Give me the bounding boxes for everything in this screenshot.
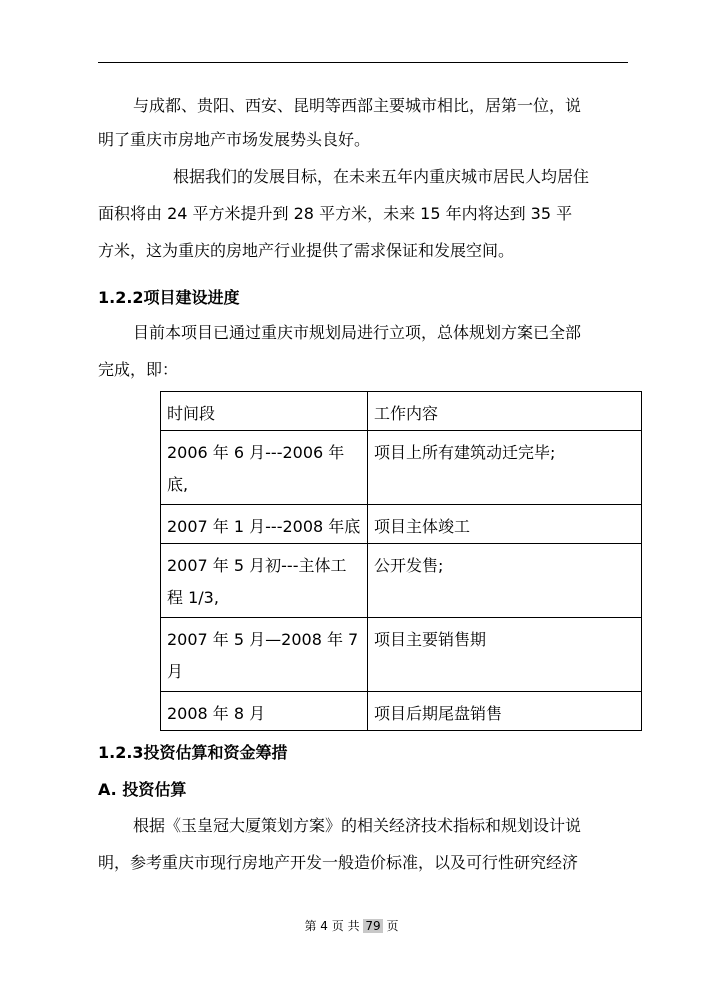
table-row	[161, 692, 642, 731]
paragraph-2-line-2: 面积将由 24 平方米提升到 28 平方米，未来 15 年内将达到 35 平	[98, 204, 573, 223]
schedule-table	[160, 391, 642, 731]
page-footer	[0, 918, 703, 934]
table-header-cell: 工作内容	[368, 392, 642, 431]
footer-suffix: 页	[382, 919, 399, 933]
table-row	[161, 618, 642, 692]
table-cell-period: 2007 年 5 月—2008 年 7 月	[161, 618, 368, 692]
table-cell-period: 2006 年 6 月---2006 年底,	[161, 431, 368, 505]
table-row	[161, 431, 642, 505]
paragraph-2-line-3: 方米，这为重庆的房地产行业提供了需求保证和发展空间。	[98, 241, 515, 260]
section-1-2-3-body-line-1: 根据《玉皇冠大厦策划方案》的相关经济技术指标和规划设计说	[133, 816, 582, 835]
section-heading-1-2-2: 1.2.2项目建设进度	[98, 288, 240, 307]
table-cell-work: 公开发售;	[368, 544, 642, 618]
table-cell-work: 项目上所有建筑动迁完毕;	[368, 431, 642, 505]
table-header-cell: 时间段	[161, 392, 368, 431]
table-row	[161, 505, 642, 544]
table-cell-work: 项目后期尾盘销售	[368, 692, 642, 731]
table-cell-period: 2008 年 8 月	[161, 692, 368, 731]
sub-heading-investment-estimate: A. 投资估算	[98, 780, 187, 799]
table-cell-work: 项目主要销售期	[368, 618, 642, 692]
table-header-row	[161, 392, 642, 431]
footer-prefix: 第 4 页 共	[304, 919, 364, 933]
table-cell-period: 2007 年 5 月初---主体工程 1/3,	[161, 544, 368, 618]
table-row	[161, 544, 642, 618]
header-rule	[98, 62, 628, 63]
paragraph-2-line-1: 根据我们的发展目标，在未来五年内重庆城市居民人均居住	[173, 167, 590, 186]
section-1-2-2-intro-line-1: 目前本项目已通过重庆市规划局进行立项，总体规划方案已全部	[133, 323, 582, 342]
footer-total-pages: 79	[365, 919, 381, 933]
table-cell-period: 2007 年 1 月---2008 年底	[161, 505, 368, 544]
paragraph-1-line-2: 明了重庆市房地产市场发展势头良好。	[98, 130, 371, 149]
section-1-2-2-intro-line-2: 完成，即：	[98, 360, 179, 379]
paragraph-1-line-1: 与成都、贵阳、西安、昆明等西部主要城市相比，居第一位，说	[133, 96, 582, 115]
section-1-2-3-body-line-2: 明，参考重庆市现行房地产开发一般造价标准，以及可行性研究经济	[98, 853, 579, 872]
section-heading-1-2-3: 1.2.3投资估算和资金筹措	[98, 743, 288, 762]
table-cell-work: 项目主体竣工	[368, 505, 642, 544]
